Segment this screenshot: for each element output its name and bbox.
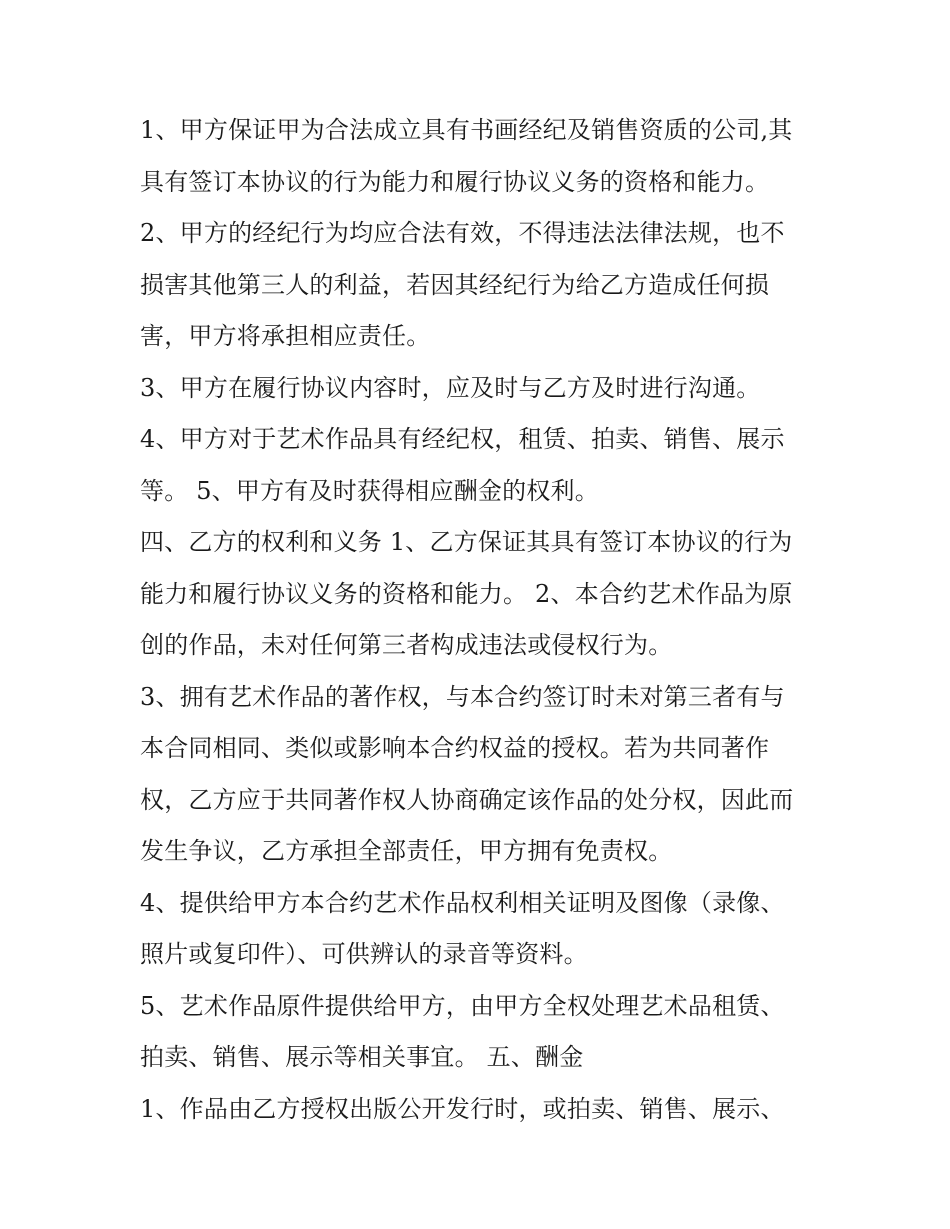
text-line-15: 发生争议，乙方承担全部责任，甲方拥有免责权。 [140, 837, 673, 865]
text-line-6: 3、甲方在履行协议内容时，应及时与乙方及时进行沟通。 [140, 373, 761, 402]
text-line-12: 3、拥有艺术作品的著作权，与本合约签订时未对第三者有与 [140, 682, 785, 711]
text-line-14: 权，乙方应于共同著作权人协商确定该作品的处分权，因此而 [140, 785, 794, 814]
text-line-17: 照片或复印件）、可供辨认的录音等资料。 [140, 940, 588, 968]
text-line-5: 害，甲方将承担相应责任。 [140, 322, 431, 350]
text-line-11: 创的作品，未对任何第三者构成违法或侵权行为。 [140, 631, 673, 659]
text-line-2: 具有签订本协议的行为能力和履行协议义务的资格和能力。 [140, 167, 770, 196]
document-page [140, 105, 830, 1135]
text-line-13: 本合同相同、类似或影响本合约权益的授权。若为共同著作 [140, 734, 770, 762]
text-line-3: 2、甲方的经纪行为均应合法有效，不得违法法律法规，也不 [140, 219, 785, 247]
text-line-4: 损害其他第三人的利益，若因其经纪行为给乙方造成任何损 [140, 270, 770, 299]
text-line-9: 四、乙方的权利和义务 1、乙方保证其具有签订本协议的行为 [140, 528, 793, 556]
text-line-19: 拍卖、销售、展示等相关事宜。 五、酬金 [140, 1043, 584, 1071]
text-line-20: 1、作品由乙方授权出版公开发行时，或拍卖、销售、展示、 [140, 1094, 785, 1123]
text-line-1: 1、甲方保证甲为合法成立具有书画经纪及销售资质的公司,其 [140, 116, 793, 144]
text-line-7: 4、甲方对于艺术作品具有经纪权，租赁、拍卖、销售、展示 [140, 425, 785, 453]
text-line-8: 等。 5、甲方有及时获得相应酬金的权利。 [140, 476, 599, 505]
text-line-10: 能力和履行协议义务的资格和能力。 2、本合约艺术作品为原 [140, 579, 793, 608]
text-line-18: 5、艺术作品原件提供给甲方，由甲方全权处理艺术品租赁、 [140, 991, 785, 1020]
text-line-16: 4、提供给甲方本合约艺术作品权利相关证明及图像（录像、 [140, 888, 785, 917]
